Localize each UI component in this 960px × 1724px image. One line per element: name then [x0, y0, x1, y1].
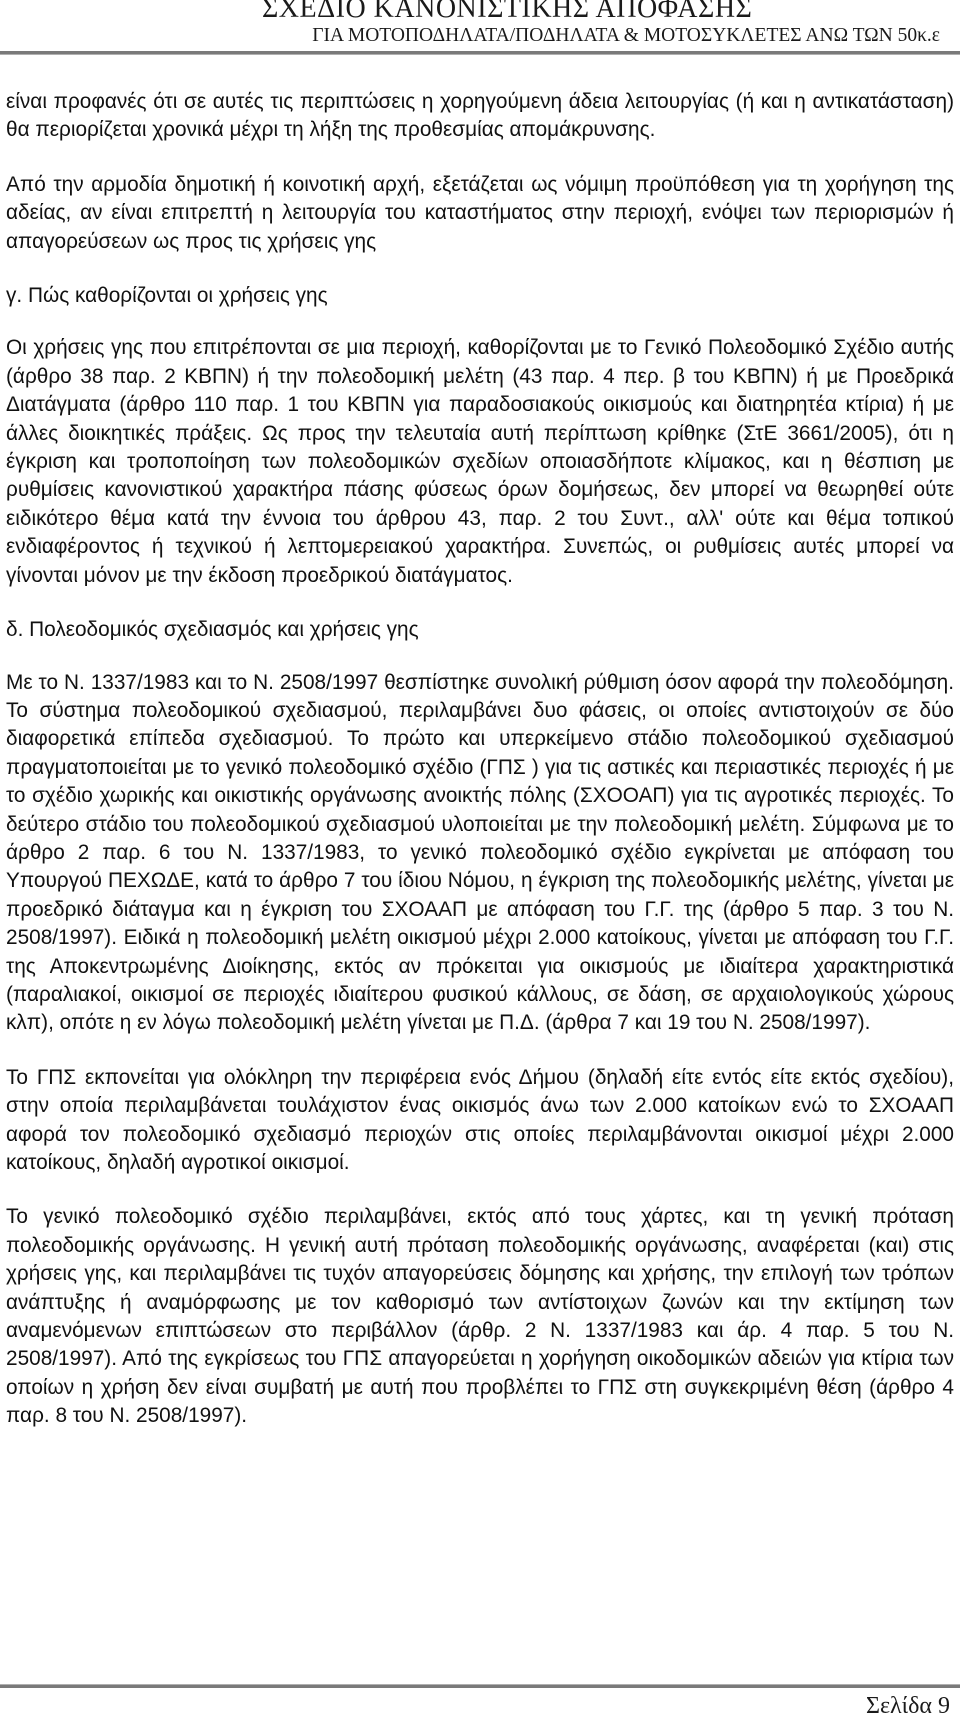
document-title: ΣΧΕΔΙΟ ΚΑΝΟΝΙΣΤΙΚΗΣ ΑΠΟΦΑΣΗΣ: [262, 0, 753, 24]
page-header: [0, 0, 960, 62]
paragraph-2: Από την αρμοδία δημοτική ή κοινοτική αρχή, εξετάζεται ως νόμιμη προϋπόθεση για τη χορήγηση της αδείας, αν είναι επιτρεπτή η λειτουργία του καταστήματος στην περιοχή, ενόψει των περιορισμών ή απαγορεύσεων ως προς τις χρήσεις γης: [6, 172, 954, 253]
document-subtitle: ΓΙΑ ΜΟΤΟΠΟΔΗΛΑΤΑ/ΠΟΔΗΛΑΤΑ & ΜΟΤΟΣΥΚΛΕΤΕΣ ΑΝΩ ΤΩΝ 50κ.ε: [312, 25, 940, 46]
header-divider: [0, 51, 960, 55]
paragraph-6: Το γενικό πολεοδομικό σχέδιο περιλαμβάνει, εκτός από τους χάρτες, και τη γενική πρόταση πολεοδομικής οργάνωσης. Η γενική αυτή πρόταση πολεοδομικής οργάνωσης, αναφέρεται (και) στις χρήσεις γης, και περιλαμβάνει τις τυχόν απαγορεύσεις δόμησης και χρήσης, την επιλογή των τρόπων ανάπτυξης ή αναμόρφωσης με τον καθορισμό των αντίστοιχων ζωνών και την εκτίμηση των αναμενόμενων επιπτώσεων στο περιβάλλον (άρθρ. 2 Ν. 1337/1983 και άρ. 4 παρ. 5 του Ν. 2508/1997). Από της εγκρίσεως του ΓΠΣ απαγορεύεται η χορήγηση οικοδομικών αδειών για κτίρια των οποίων η χρήση δεν είναι συμβατή με αυτή που προβλέπει το ΓΠΣ στη συγκεκριμένη θέση (άρθρο 4 παρ. 8 του Ν. 2508/1997).: [6, 1205, 954, 1428]
document-body: [6, 88, 954, 1431]
section-heading-c: γ. Πώς καθορίζονται οι χρήσεις γης: [6, 284, 328, 308]
section-heading-d: δ. Πολεοδομικός σχεδιασμός και χρήσεις γης: [6, 618, 419, 642]
page-number: Σελίδα 9: [865, 1693, 950, 1719]
paragraph-4: Με το Ν. 1337/1983 και το Ν. 2508/1997 θεσπίστηκε συνολική ρύθμιση όσον αφορά την πολεοδόμηση. Το σύστημα πολεοδομικού σχεδιασμού, περιλαμβάνει δυο φάσεις, οι οποίες αντιστοιχούν σε δύο διαφορετικά επίπεδα σχεδιασμού. Το πρώτο και υπερκείμενο στάδιο πολεοδομικού σχεδιασμού πραγματοποιείται με το γενικό πολεοδομικό σχέδιο (ΓΠΣ ) για τις αστικές και περιαστικές περιοχές ή με το σχέδιο χωρικής και οικιστικής οργάνωσης ανοικτής πόλης (ΣΧΟΟΑΠ) για τις αγροτικές περιοχές. Το δεύτερο στάδιο του πολεοδομικού σχεδιασμού υλοποιείται με την πολεοδομική μελέτη. Σύμφωνα με το άρθρο 2 παρ. 6 του Ν. 1337/1983, το γενικό πολεοδομικό σχέδιο εγκρίνεται με απόφαση του Υπουργού ΠΕΧΩΔΕ, κατά το άρθρο 7 του ίδιου Νόμου, η έγκριση της πολεοδομικής μελέτης, γίνεται με προεδρικό διάταγμα και η έγκριση του ΣΧΟΑΑΠ με απόφαση του Γ.Γ. της (άρθρο 5 παρ. 3 του Ν. 2508/1997). Ειδικά η πολεοδομική μελέτη οικισμού μέχρι 2.000 κατοίκους, γίνεται με απόφαση του Γ.Γ. της Αποκεντρωμένης Διοίκησης, εκτός αν πρόκειται για οικισμούς με ιδιαίτερα χαρακτηριστικά (παραλιακοί, οικισμοί σε περιοχές ιδιαίτερου φυσικού κάλλους, σε δάση, σε αρχαιολογικούς χώρους κλπ), οπότε η εν λόγω πολεοδομική μελέτη γίνεται με Π.Δ. (άρθρα 7 και 19 του Ν. 2508/1997).: [6, 670, 954, 1035]
paragraph-3: Οι χρήσεις γης που επιτρέπονται σε μια περιοχή, καθορίζονται με το Γενικό Πολεοδομικό Σχέδιο αυτής (άρθρο 38 παρ. 2 ΚΒΠΝ) ή την πολεοδομική μελέτη (43 παρ. 4 περ. β του ΚΒΠΝ) ή με Προεδρικά Διατάγματα (άρθρο 110 παρ. 1 του ΚΒΠΝ για παραδοσιακούς οικισμούς και διατηρητέα κτίρια) ή με άλλες διοικητικές πράξεις. Ως προς την τελευταία αυτή περίπτωση κρίθηκε (ΣτΕ 3661/2005), ότι η έγκριση και τροποποίηση των πολεοδομικών σχεδίων οποιασδήποτε κλίμακος, και η θέσπιση με ρυθμίσεις κανονιστικού χαρακτήρα πάσης φύσεως όρων δομήσεως, δεν μπορεί να θεωρηθεί ούτε ειδικότερο θέμα κατά την έννοια του άρθρου 43, παρ. 2 του Συντ., αλλ' ούτε και θέμα τοπικού ενδιαφέροντος ή τεχνικού ή λεπτομερειακού χαρακτήρα. Συνεπώς, οι ρυθμίσεις αυτές μπορεί να γίνονται μόνον με την έκδοση προεδρικού διατάγματος.: [6, 336, 954, 587]
paragraph-1: είναι προφανές ότι σε αυτές τις περιπτώσεις η χορηγούμενη άδεια λειτουργίας (ή και η αντικατάσταση) θα περιορίζεται χρονικά μέχρι τη λήξη της προθεσμίας απομάκρυνσης.: [6, 90, 954, 142]
footer-divider: [0, 1684, 960, 1688]
paragraph-5: Το ΓΠΣ εκπονείται για ολόκληρη την περιφέρεια ενός Δήμου (δηλαδή είτε εντός είτε εκτός σχεδίου), στην οποία περιλαμβάνεται τουλάχιστον ένας οικισμός άνω των 2.000 κατοίκων ενώ το ΣΧΟΑΑΠ αφορά τον πολεοδομικό σχεδιασμό περιοχών στις οποίες περιλαμβάνονται οικισμοί μέχρι 2.000 κατοίκους, δηλαδή αγροτικοί οικισμοί.: [6, 1065, 954, 1174]
